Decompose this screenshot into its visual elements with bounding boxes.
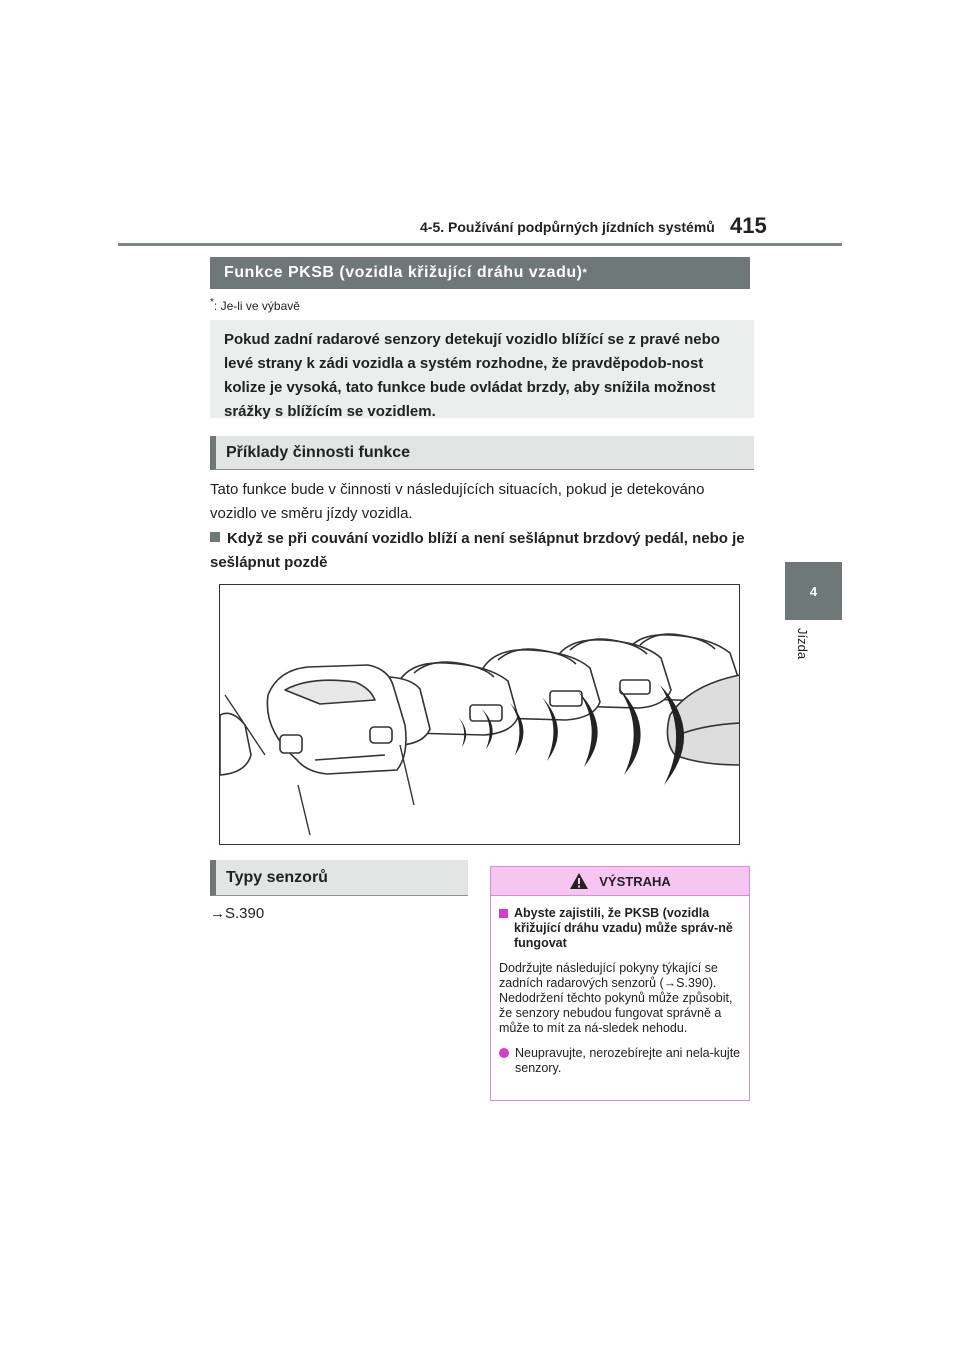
page-number: 415 <box>730 213 767 238</box>
left-car <box>220 713 251 775</box>
footnote-text: : Je-li ve výbavě <box>213 299 300 313</box>
section-heading <box>210 257 750 289</box>
warning-bullet-text: Neupravujte, nerozebírejte ani nela-kujte senzory. <box>515 1046 741 1075</box>
section-title: 4-5. Používání podpůrných jízdních systémů <box>420 219 715 235</box>
footnote-star: * <box>210 297 214 308</box>
car-reversing-illustration <box>220 585 740 845</box>
warning-subheading-text: Abyste zajistili, že PKSB (vozidla křižující dráhu vzadu) může správ-ně fungovat <box>514 906 733 950</box>
examples-paragraph: Tato funkce bude v činnosti v následujících situacích, pokud je detekováno vozidlo ve směru jízdy vozidla. <box>210 481 705 522</box>
own-suv <box>267 665 406 774</box>
footnote <box>210 297 300 313</box>
warning-header <box>491 867 749 896</box>
chapter-tab <box>785 562 842 620</box>
round-bullet-icon <box>499 1048 509 1058</box>
bullet-heading <box>210 527 755 575</box>
warning-title: VÝSTRAHA <box>599 873 671 889</box>
warning-bullet <box>499 1046 741 1076</box>
section-heading-text: Funkce PKSB (vozidla křižující dráhu vzadu) <box>224 264 583 281</box>
examples-heading: Příklady činnosti funkce <box>210 436 754 470</box>
parking-illustration <box>219 584 740 845</box>
warning-triangle-icon <box>569 872 589 890</box>
chapter-number: 4 <box>809 583 818 599</box>
bullet-heading-text: Když se při couvání vozidlo blíží a není sešlápnut brzdový pedál, nebo je sešlápnut pozdě <box>210 530 745 571</box>
warning-text: Dodržujte následující pokyny týkající se zadních radarových senzorů (→S.390). Nedodržení těchto pokynů může způsobit, že senzory nebudou fungovat správně a může to mít za ná-sledek nehodu. <box>499 961 733 1035</box>
sensor-page-reference[interactable]: →S.390 <box>210 905 265 922</box>
header-divider <box>118 243 842 246</box>
warning-box <box>490 866 750 1101</box>
warning-subheading <box>499 906 741 951</box>
intro-summary: Pokud zadní radarové senzory detekují vozidlo blížící se z pravé nebo levé strany k zádi vozidla a systém rozhodne, že pravděpodob-nost kolize je vysoká, tato funkce bude ovládat brzdy, aby snížila možnost srážky s blížícím se vozidlem. <box>210 320 754 418</box>
chapter-label: Jízda <box>795 628 810 660</box>
footnote-marker: * <box>582 267 588 279</box>
square-bullet-icon <box>499 909 508 918</box>
square-bullet-icon <box>210 532 220 542</box>
sensor-types-heading: Typy senzorů <box>210 860 468 896</box>
